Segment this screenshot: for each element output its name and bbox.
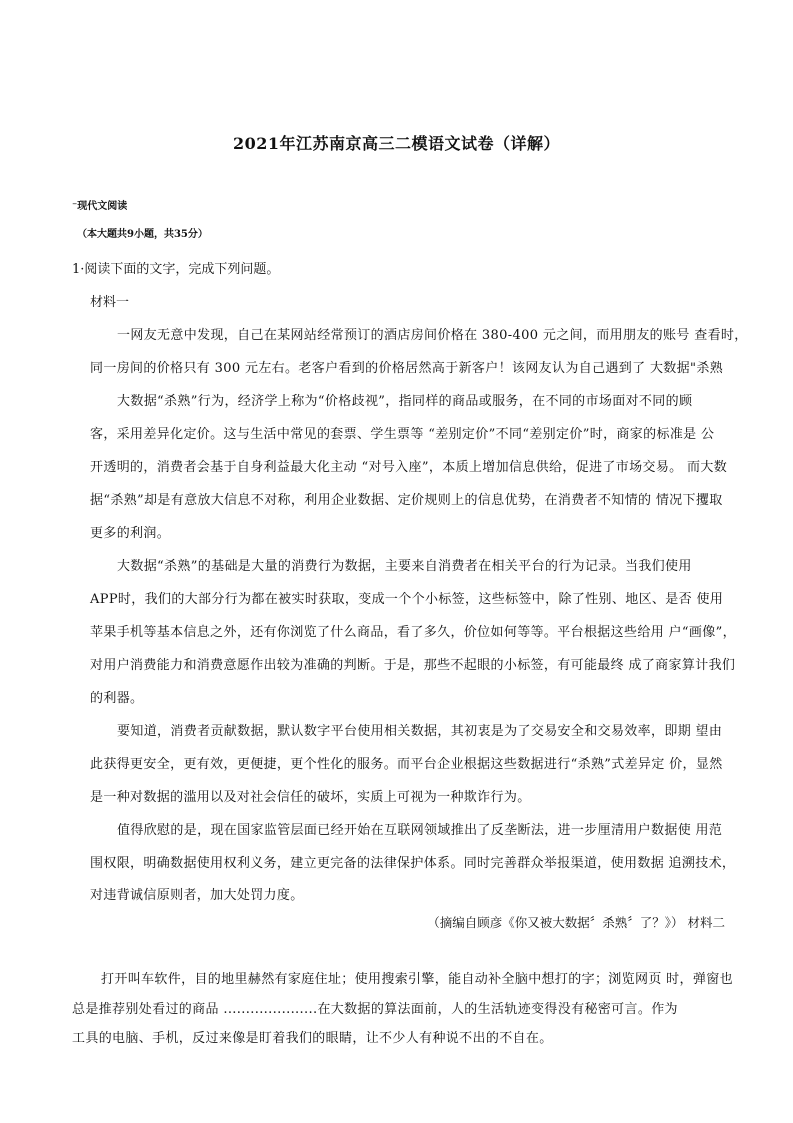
text-line: 苹果手机等基本信息之外，还有你浏览了什么商品，看了多久，价位如何等等。平台根据这些给用 户“画像”， — [90, 625, 736, 640]
text-line: 围权限，明确数据使用权利义务，建立更完备的法律保护体系。同时完善群众举报渠道，使用数据 追溯技术， — [90, 856, 736, 871]
text-line: APP时，我们的大部分行为都在被实时获取，变成一个个小标签，这些标签中，除了性别、地区、是否 使用 — [90, 592, 724, 607]
document-title: 2021年江苏南京高三二模语文试卷（详解） — [232, 134, 561, 153]
text-line: 总是推荐别处看过的商品 .....................在大数据的算法面前，人的生活轨迹变得没有秘密可言。作为 — [72, 1002, 678, 1017]
text-line: 要知道，消费者贡献数据，默认数字平台使用相关数据，其初衷是为了交易安全和交易效率，即期 望由 — [117, 724, 723, 739]
text-line: 对违背诚信原则者，加大处罚力度。 — [90, 888, 304, 903]
section-heading: ⁻现代文阅读 — [72, 201, 128, 212]
question-instruction: 1·阅读下面的文字，完成下列问题。 — [72, 262, 280, 277]
text-line: 据“杀熟”却是有意放大信息不对称，利用企业数据、定价规则上的信息优势，在消费者不知情的 情况下攫取 — [90, 493, 723, 508]
material-one-label: 材料一 — [90, 295, 130, 310]
text-line: 此获得更安全，更有效，更便捷，更个性化的服务。而平台企业根据这些数据进行“杀熟”式差异定 价，显然 — [90, 757, 723, 772]
text-line: 大数据“杀熟”的基础是大量的消费行为数据，主要来自消费者在相关平台的行为记录。当我们使用 — [117, 559, 692, 574]
text-line: 值得欣慰的是，现在国家监管层面已经开始在互联网领域推出了反垄断法，进一步厘清用户数据使 用范 — [117, 823, 723, 838]
text-line: 同一房间的价格只有 300 元左右。老客户看到的价格居然高于新客户！该网友认为自己遇到了 大数据"杀熟 — [90, 361, 724, 376]
text-line: 是一种对数据的滥用以及对社会信任的破坏，实质上可视为一种欺诈行为。 — [90, 790, 531, 805]
text-line: 一网友无意中发现，自己在某网站经常预订的酒店房间价格在 380-400 元之间，而用朋友的账号 查看时， — [117, 328, 748, 343]
text-line: 对用户消费能力和消费意愿作出较为准确的判断。于是，那些不起眼的小标签，有可能最终 成了商家算计我们 — [90, 658, 736, 673]
text-line: 开透明的，消费者会基于自身利益最大化主动 “对号入座”，本质上增加信息供给，促进了市场交易。 而大数 — [90, 460, 728, 475]
text-line: 的利器。 — [90, 691, 144, 706]
text-line: 更多的利润。 — [90, 526, 171, 541]
source-citation: （摘编自顾彦《你又被大数据〞杀熟〞了？》） 材料二 — [427, 915, 725, 930]
text-line: 客，采用差异化定价。这与生活中常见的套票、学生票等 “差别定价”不同“差别定价”时，商家的标准是 公 — [90, 427, 715, 442]
section-note: （本大题共9小题，共35分） — [77, 229, 208, 240]
text-line: 大数据“杀熟”行为，经济学上称为“价格歧视”，指同样的商品或服务，在不同的市场面对不同的顾 — [117, 394, 693, 409]
text-line: 打开叫车软件，目的地里赫然有家庭住址；使用搜索引擎，能自动补全脑中想打的字；浏览网页 时，弹窗也 — [101, 972, 733, 987]
text-line: 工具的电脑、手机，反过来像是盯着我们的眼睛，让不少人有种说不出的不自在。 — [72, 1031, 553, 1046]
